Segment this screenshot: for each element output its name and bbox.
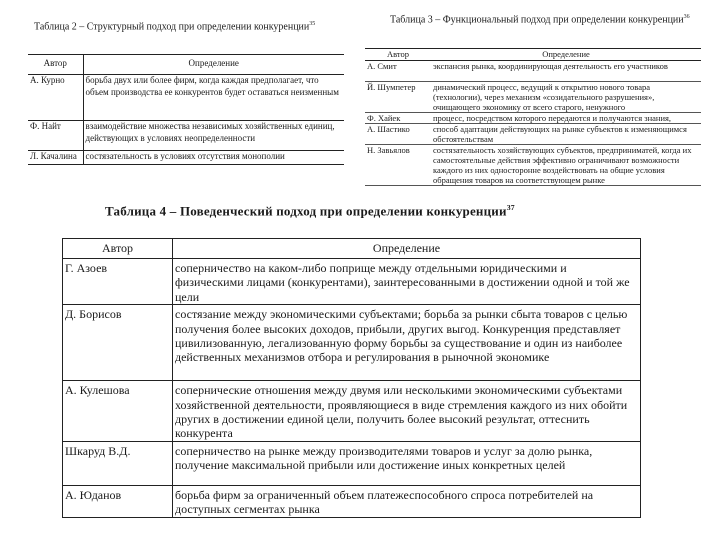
t3-definition: экспансия рынка, координирующая деятельность его участников xyxy=(431,61,701,82)
table-row xyxy=(63,381,641,442)
t2-author: Ф. Найт xyxy=(28,121,83,151)
table-row xyxy=(28,75,344,121)
table-row xyxy=(63,305,641,381)
t2-definition: состязательность в условиях отсутствия монополии xyxy=(83,151,344,165)
t3-author: Й. Шумпетер xyxy=(365,82,431,113)
table-row xyxy=(365,61,701,82)
table-row xyxy=(365,82,701,113)
table-row xyxy=(28,121,344,151)
table3 xyxy=(365,48,701,186)
t2-definition: взаимодействие множества независимых хозяйственных единиц, действующих в условиях неопределенности xyxy=(83,121,344,151)
t2-definition: борьба двух или более фирм, когда каждая предполагает, что объем производства ее конкурентов будет оставаться неизменным xyxy=(83,75,344,121)
t4-author: Д. Борисов xyxy=(63,305,173,381)
t2-author: А. Курно xyxy=(28,75,83,121)
table-row xyxy=(63,259,641,305)
t4-author: Шкаруд В.Д. xyxy=(63,441,173,485)
t4-author: А. Юданов xyxy=(63,485,173,517)
t2-header-author: Автор xyxy=(28,55,83,75)
t4-author: Г. Азоев xyxy=(63,259,173,305)
t2-author: Л. Качалина xyxy=(28,151,83,165)
table-row xyxy=(365,145,701,186)
t4-header-author: Автор xyxy=(63,239,173,259)
table-row xyxy=(365,113,701,124)
t4-definition: борьба фирм за ограниченный объем платежеспособного спроса потребителей на доступных сегментах рынка xyxy=(173,485,641,517)
t3-author: Н. Завьялов xyxy=(365,145,431,186)
t3-header-author: Автор xyxy=(365,49,431,61)
table-row xyxy=(63,441,641,485)
t3-definition: динамический процесс, ведущий к открытию нового товара (технологии), через механизм «созидательного разрушения», очищающего экономику от всего старого, ненужного xyxy=(431,82,701,113)
t3-definition: процесс, посредством которого передаются и получаются знания, xyxy=(431,113,701,124)
t4-definition: состязание между экономическими субъектами; борьба за рынки сбыта товаров с целью получения более высоких доходов, прибыли, других выгод. Конкуренция представляет цивилизованную, легализованную форму борьбы за существование и один из наиболее действенных механизмов отбора и регулирования в рыночной экономике xyxy=(173,305,641,381)
table4-caption: Таблица 4 – Поведенческий подход при определении конкуренции$^{37}$ xyxy=(105,203,515,219)
table4 xyxy=(62,238,641,518)
t4-author: А. Кулешова xyxy=(63,381,173,442)
t3-header-definition: Определение xyxy=(431,49,701,61)
t3-definition: состязательность хозяйствующих субъектов, предприниматей, когда их самостоятельные действия эффективно ограничивают возможности каждого из них односторонне воздействовать на общие условия обращения товаров на соответствующем рынке xyxy=(431,145,701,186)
t3-author: Ф. Хайек xyxy=(365,113,431,124)
t4-definition: сопернические отношения между двумя или несколькими экономическими субъектами хозяйственной деятельности, проявляющиеся в виде стремления каждого из них обойти других в достижении единой цели, получить более высокий результат, оттеснить конкурента xyxy=(173,381,641,442)
t4-definition: соперничество на каком-либо поприще между отдельными юридическими и физическими лицами (конкурентами), заинтересованными в достижении одной и той же цели xyxy=(173,259,641,305)
t4-header-definition: Определение xyxy=(173,239,641,259)
t4-definition: соперничество на рынке между производителями товаров и услуг за долю рынка, получение максимальной прибыли или достижение иных конкретных целей xyxy=(173,441,641,485)
table2 xyxy=(28,54,344,165)
table-row xyxy=(63,485,641,517)
table3-caption: Таблица 3 – Функциональный подход при определении конкуренции$^{36}$ xyxy=(390,14,690,26)
t3-author: А. Смит xyxy=(365,61,431,82)
table-row xyxy=(28,151,344,165)
table2-caption: Таблица 2 – Структурный подход при определении конкуренции$^{35}$ xyxy=(34,21,316,33)
t3-definition: способ адаптации действующих на рынке субъектов к изменяющимся обстоятельствам xyxy=(431,124,701,145)
t2-header-definition: Определение xyxy=(83,55,344,75)
t3-author: А. Шастико xyxy=(365,124,431,145)
table-row xyxy=(365,124,701,145)
